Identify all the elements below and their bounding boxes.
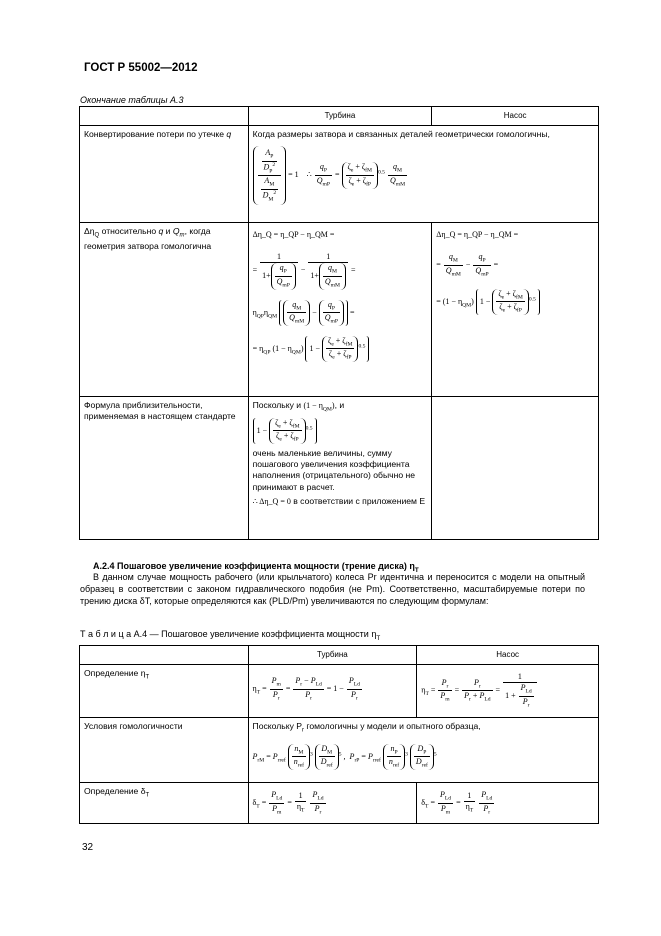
table-a4-caption: Т а б л и ц а А.4 — Пошаговое увеличение коэффициента мощности $\eta_T$ — [80, 629, 381, 642]
approx-text-1b: , и — [334, 400, 345, 410]
approx-text-1: Поскольку и — [252, 400, 302, 410]
row-label: Определение $\eta_T$ — [80, 665, 249, 718]
homology-formula: $P_{rM} = P_{rref}$ $n_M$ $n_{ref}$ $^3$ $D_M$ $D_{ref}$ $^5$ , $P_{rP} = P_{rref}$ $n_P$ $n_{ref}$ $^3$ $D_P$ $D_{ref}$ $^5$ — [252, 743, 437, 769]
leakage-text: Когда размеры затвора и связанных деталей геометрически гомологичны, — [252, 129, 550, 139]
turbine-delta-definition: $\delta_T$ = $P_{Ld}$ $P_m$ = $\frac{1}{\eta_T}$ $P_{Ld}$ $P_r$ — [248, 783, 417, 824]
row-label: Формула приблизительности, применяемая в настоящем стандарте — [80, 397, 249, 540]
homology-text: Поскольку P — [252, 721, 302, 731]
pump-delta-definition: $\delta_T$ = $P_{Ld}$ $P_m$ = $\frac{1}{\eta_T}$ $P_{Ld}$ $P_r$ — [417, 783, 599, 824]
turbine-eta-definition: $\eta_T$ = $\frac{P_m}{P_r}$ = $P_r - P_{Ld}$ $P_r$ = 1 − $P_{Ld}$ $P_r$ — [248, 665, 417, 718]
approx-formula: 1 − $\zeta_e + \zeta_{fM}$ $\zeta_e + \zeta_{fP}$ $^{0.5}$ — [253, 418, 428, 444]
table-a3-header-row — [80, 107, 599, 126]
row-content — [248, 126, 598, 223]
section-paragraph: В данном случае мощность рабочего (или крыльчатого) колеса Pr идентична и переносится с модели на опытный образец в соответствии с законом гидравлического подобия (не Pm). Соответственно, масштабируемые потери по трению диска δT, которые определяются как (PLD/Pm) увеличиваются по следующим формулам: — [80, 572, 585, 606]
table-a4-col-pump: Насос — [417, 646, 599, 665]
table-a3-caption: Окончание таблицы А.3 — [80, 95, 184, 105]
turbine-formula-3: $\eta_{QP}\eta_{QM}$ $q_M$ $Q_{mM}$ − $q_P$ $Q_{mP}$ = — [252, 299, 355, 325]
homology-conditions: Поскольку $P_r$ гомологичны у модели и опытного образца, $P_{rM} = P_{rref}$ $n_M$ $n_{ref}$ $^3$ $D_M$ $D_{ref}$ $^5$ , $P_{rP} = P_{rref}$ $n_P$ $n_{ref}$ $^3$ $D_P$ $D_{ref}$ $^5$ — [248, 718, 598, 783]
row-label: Определение $\delta_T$ — [80, 783, 249, 824]
turbine-formula-2: = 1 1+ $q_P$ $Q_{mP}$ − 1 1+ $q_M$ $Q_{mM}$ = — [252, 252, 356, 289]
row-label: $\Delta\eta_Q$ относительно q и $Q_m$, когда геометрия затвора гомологична — [80, 223, 249, 397]
row-label: Конвертирование потери по утечке q — [80, 126, 249, 223]
row-label: Условия гомологичности — [80, 718, 249, 783]
table-row — [80, 397, 599, 540]
pump-eta-definition: $\eta_T$ = $\frac{P_r}{P_m}$ = $P_r$ $P_r + P_{Ld}$ = 1 1 + $P_{Ld}$ $P_r$ — [417, 665, 599, 718]
pump-formula-1: Δη_Q = η_QP − η_QM = — [436, 230, 519, 239]
table-row — [80, 126, 599, 223]
table-a3 — [79, 106, 599, 540]
approx-zero-formula: ∴ Δη_Q = 0 — [252, 496, 291, 506]
table-row — [80, 718, 599, 783]
document-header: ГОСТ Р 55002—2012 — [84, 62, 198, 74]
pump-formula-3: = $(1 - \eta_{QM})$ 1 − $\zeta_e + \zeta_{fM}$ $\zeta_e + \zeta_{fP}$ $^{0.5}$ — [436, 289, 594, 315]
page-number: 32 — [82, 842, 94, 853]
table-a3-empty-header — [80, 107, 249, 126]
section-heading: А.2.4 Пошаговое увеличение коэффициента мощности (трение диска) $\eta_T$ — [93, 561, 419, 574]
table-a4 — [79, 645, 599, 824]
approximation-text: Поскольку и $(1 - \eta_{QM})$, и 1 − $\zeta_e + \zeta_{fM}$ $\zeta_e + \zeta_{fP}$ $^{0.5}$ очень маленькие величины, сумму пошагового увеличения коэффициента наполнения (отрицательного) обычно не принимают в расчет. ∴ Δη_Q = 0 в соответствии с приложением Е — [248, 397, 432, 540]
turbine-formulas — [248, 223, 432, 397]
pump-empty-cell — [432, 397, 599, 540]
table-a4-empty-header — [80, 646, 249, 665]
table-a3-col-pump: Насос — [432, 107, 599, 126]
table-row — [80, 783, 599, 824]
table-row — [80, 665, 599, 718]
leakage-formula: $\frac{A_P}{D_P^2}$ $\frac{A_M}{D_M^2}$ = 1 ∴ $q_P$ $Q_{mP}$ = $\zeta_e + \zeta_{fM}$ $\zeta_e + \zeta_{fP}$ $^{0.5}$ $q_M$ $Q_{mM}$ — [253, 146, 594, 205]
table-row — [80, 223, 599, 397]
table-a3-col-turbine: Турбина — [248, 107, 432, 126]
table-a4-header-row — [80, 646, 599, 665]
approx-text-2: очень маленькие величины, сумму пошагового увеличения коэффициента наполнения (отрицательного) обычно не принимают в расчет. — [252, 448, 416, 492]
pump-formulas — [432, 223, 599, 397]
turbine-formula-1: Δη_Q = η_QP − η_QM = — [252, 230, 335, 239]
turbine-formula-4: = $\eta_{QP}$ $(1 - \eta_{QM})$ 1 − $\zeta_e + \zeta_{fM}$ $\zeta_e + \zeta_{fP}$ $^{0.5}$ — [253, 336, 428, 362]
approx-text-3: в соответствии с приложением Е — [293, 495, 426, 506]
table-a4-col-turbine: Турбина — [248, 646, 417, 665]
pump-formula-2: = $q_M$ $Q_{mM}$ − $q_P$ $Q_{mP}$ = — [436, 252, 499, 278]
